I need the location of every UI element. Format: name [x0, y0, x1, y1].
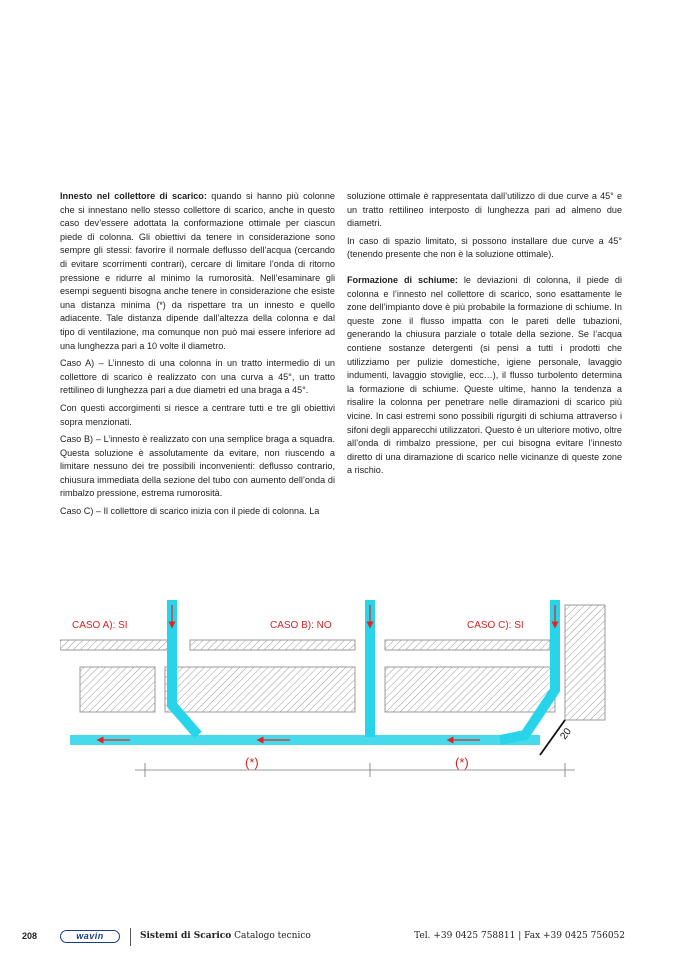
distance-mark-1: (*): [245, 755, 259, 770]
wall-block-c: [385, 667, 555, 712]
paragraph-caso-b: Caso B) – L’innesto è realizzato con una semplice braga a squadra. Questa soluzione è assolutamente da evitare, non riuscendo a limitare nessuno dei tre possibili inconvenienti: deflusso contrario, chiusura immediata della sezione del tubo con aumento dell’onda di rimbalzo pressione, estrema rumorosità.: [60, 434, 335, 499]
slab-c: [385, 640, 550, 650]
paragraph-text: le deviazioni di colonna, il piede di colonna e l’innesto nel collettore di scarico, sono esattamente le zone dell’impianto dove è più probabile la formazione di schiume. In queste zone il flusso impatta con le pareti delle tubazioni, generando la chiusura parziale o totale della sezione. Se l’acqua contiene sostanze detergenti (si pensi a tutti i prodotti che utilizziamo per pulizie domestiche, igiene personale, lavaggio indumenti, lavaggio stoviglie, ecc…), il flusso turbolento determina la formazione di schiume. Queste ultime, hanno la tendenza a risalire la colonna per penetrare nelle diramazioni di scarico più vicine. In casi estremi sono possibili rigurgiti di schiuma attraverso i sifoni degli apparecchi utilizzatori. Questo è un ulteriore motivo, oltre all’onda di rimbalzo pressione, per cui bisogna evitare l’innesto diretto di una diramazione di scarico nelle vicinanze di queste zone a rischio.: [347, 274, 622, 476]
slab-b: [190, 640, 355, 650]
paragraph-text: quando si hanno più colonne che si innestano nello stesso collettore di scarico, anche in questo caso dev’essere adottata la conformazione ottimale per ciascun piede di colonna. Gli obiettivi da tenere in considerazione sono sempre gli stessi: favorire il normale deflusso dell’acqua (cercando di evitare scorrimenti contrari), cercare di limitare l’onda di ritorno pressione e ridurre al minimo la rumorosità. Nell’esaminare gli esempi seguenti bisogna anche tenere in considerazione che esiste una distanza minima (*) da rispettare tra un innesto e quello adiacente. Tale distanza dipende dall’altezza della colonna e dal tipo di ventilazione, ma comunque non può mai essere inferiore ad una lunghezza pari a 10 volte il diametro.: [60, 191, 335, 351]
wall-block-a: [80, 667, 155, 712]
right-text-column: [347, 190, 622, 482]
wavin-logo: wavin: [60, 930, 120, 943]
footer-title-rest: Catalogo tecnico: [231, 931, 311, 941]
distance-mark-2: (*): [455, 755, 469, 770]
footer-divider: [130, 928, 131, 946]
page-footer: [22, 928, 625, 948]
footer-title-bold: Sistemi di Scarico: [140, 931, 232, 941]
case-c-label: CASO C): SI: [467, 620, 524, 631]
wall-block-b: [165, 667, 355, 712]
paragraph-obiettivi: Con questi accorgimenti si riesce a centrare tutti e tre gli obiettivi sopra menzionati.: [60, 402, 335, 427]
diagonal-dimension-label: 20: [558, 726, 574, 742]
paragraph-caso-c: Caso C) – Il collettore di scarico inizia con il piede di colonna. La: [60, 506, 320, 517]
wall-block-right: [565, 605, 605, 720]
case-a-label: CASO A): SI: [72, 620, 128, 631]
page-number: 208: [22, 931, 38, 941]
paragraph-innesto: [60, 190, 335, 353]
paragraph-lead: Innesto nel collettore di scarico:: [60, 191, 207, 201]
paragraph-spazio-limitato: In caso di spazio limitato, si possono installare due curve a 45° (tenendo presente che non è la soluzione ottimale).: [347, 235, 622, 260]
paragraph-soluzione: soluzione ottimale è rappresentata dall’utilizzo di due curve a 45° e un tratto rettilineo interposto di lunghezza pari ad almeno due diametri.: [347, 191, 622, 229]
paragraph-caso-a: Caso A) – L’innesto di una colonna in un tratto intermedio di un collettore di scarico è realizzato con una curva a 45°, un tratto rettilineo di lunghezza pari a due diametri ed una braga a 45°.: [60, 358, 335, 396]
paragraph-schiume: [347, 274, 622, 478]
paragraph-lead: Formazione di schiume:: [347, 274, 458, 285]
footer-title: [140, 931, 311, 941]
footer-contact: Tel. +39 0425 758811 | Fax +39 0425 756052: [414, 931, 625, 941]
slab-a: [60, 640, 168, 650]
case-b-label: CASO B): NO: [270, 620, 332, 631]
left-text-column: [60, 190, 335, 523]
drainage-diagram: [60, 585, 625, 785]
